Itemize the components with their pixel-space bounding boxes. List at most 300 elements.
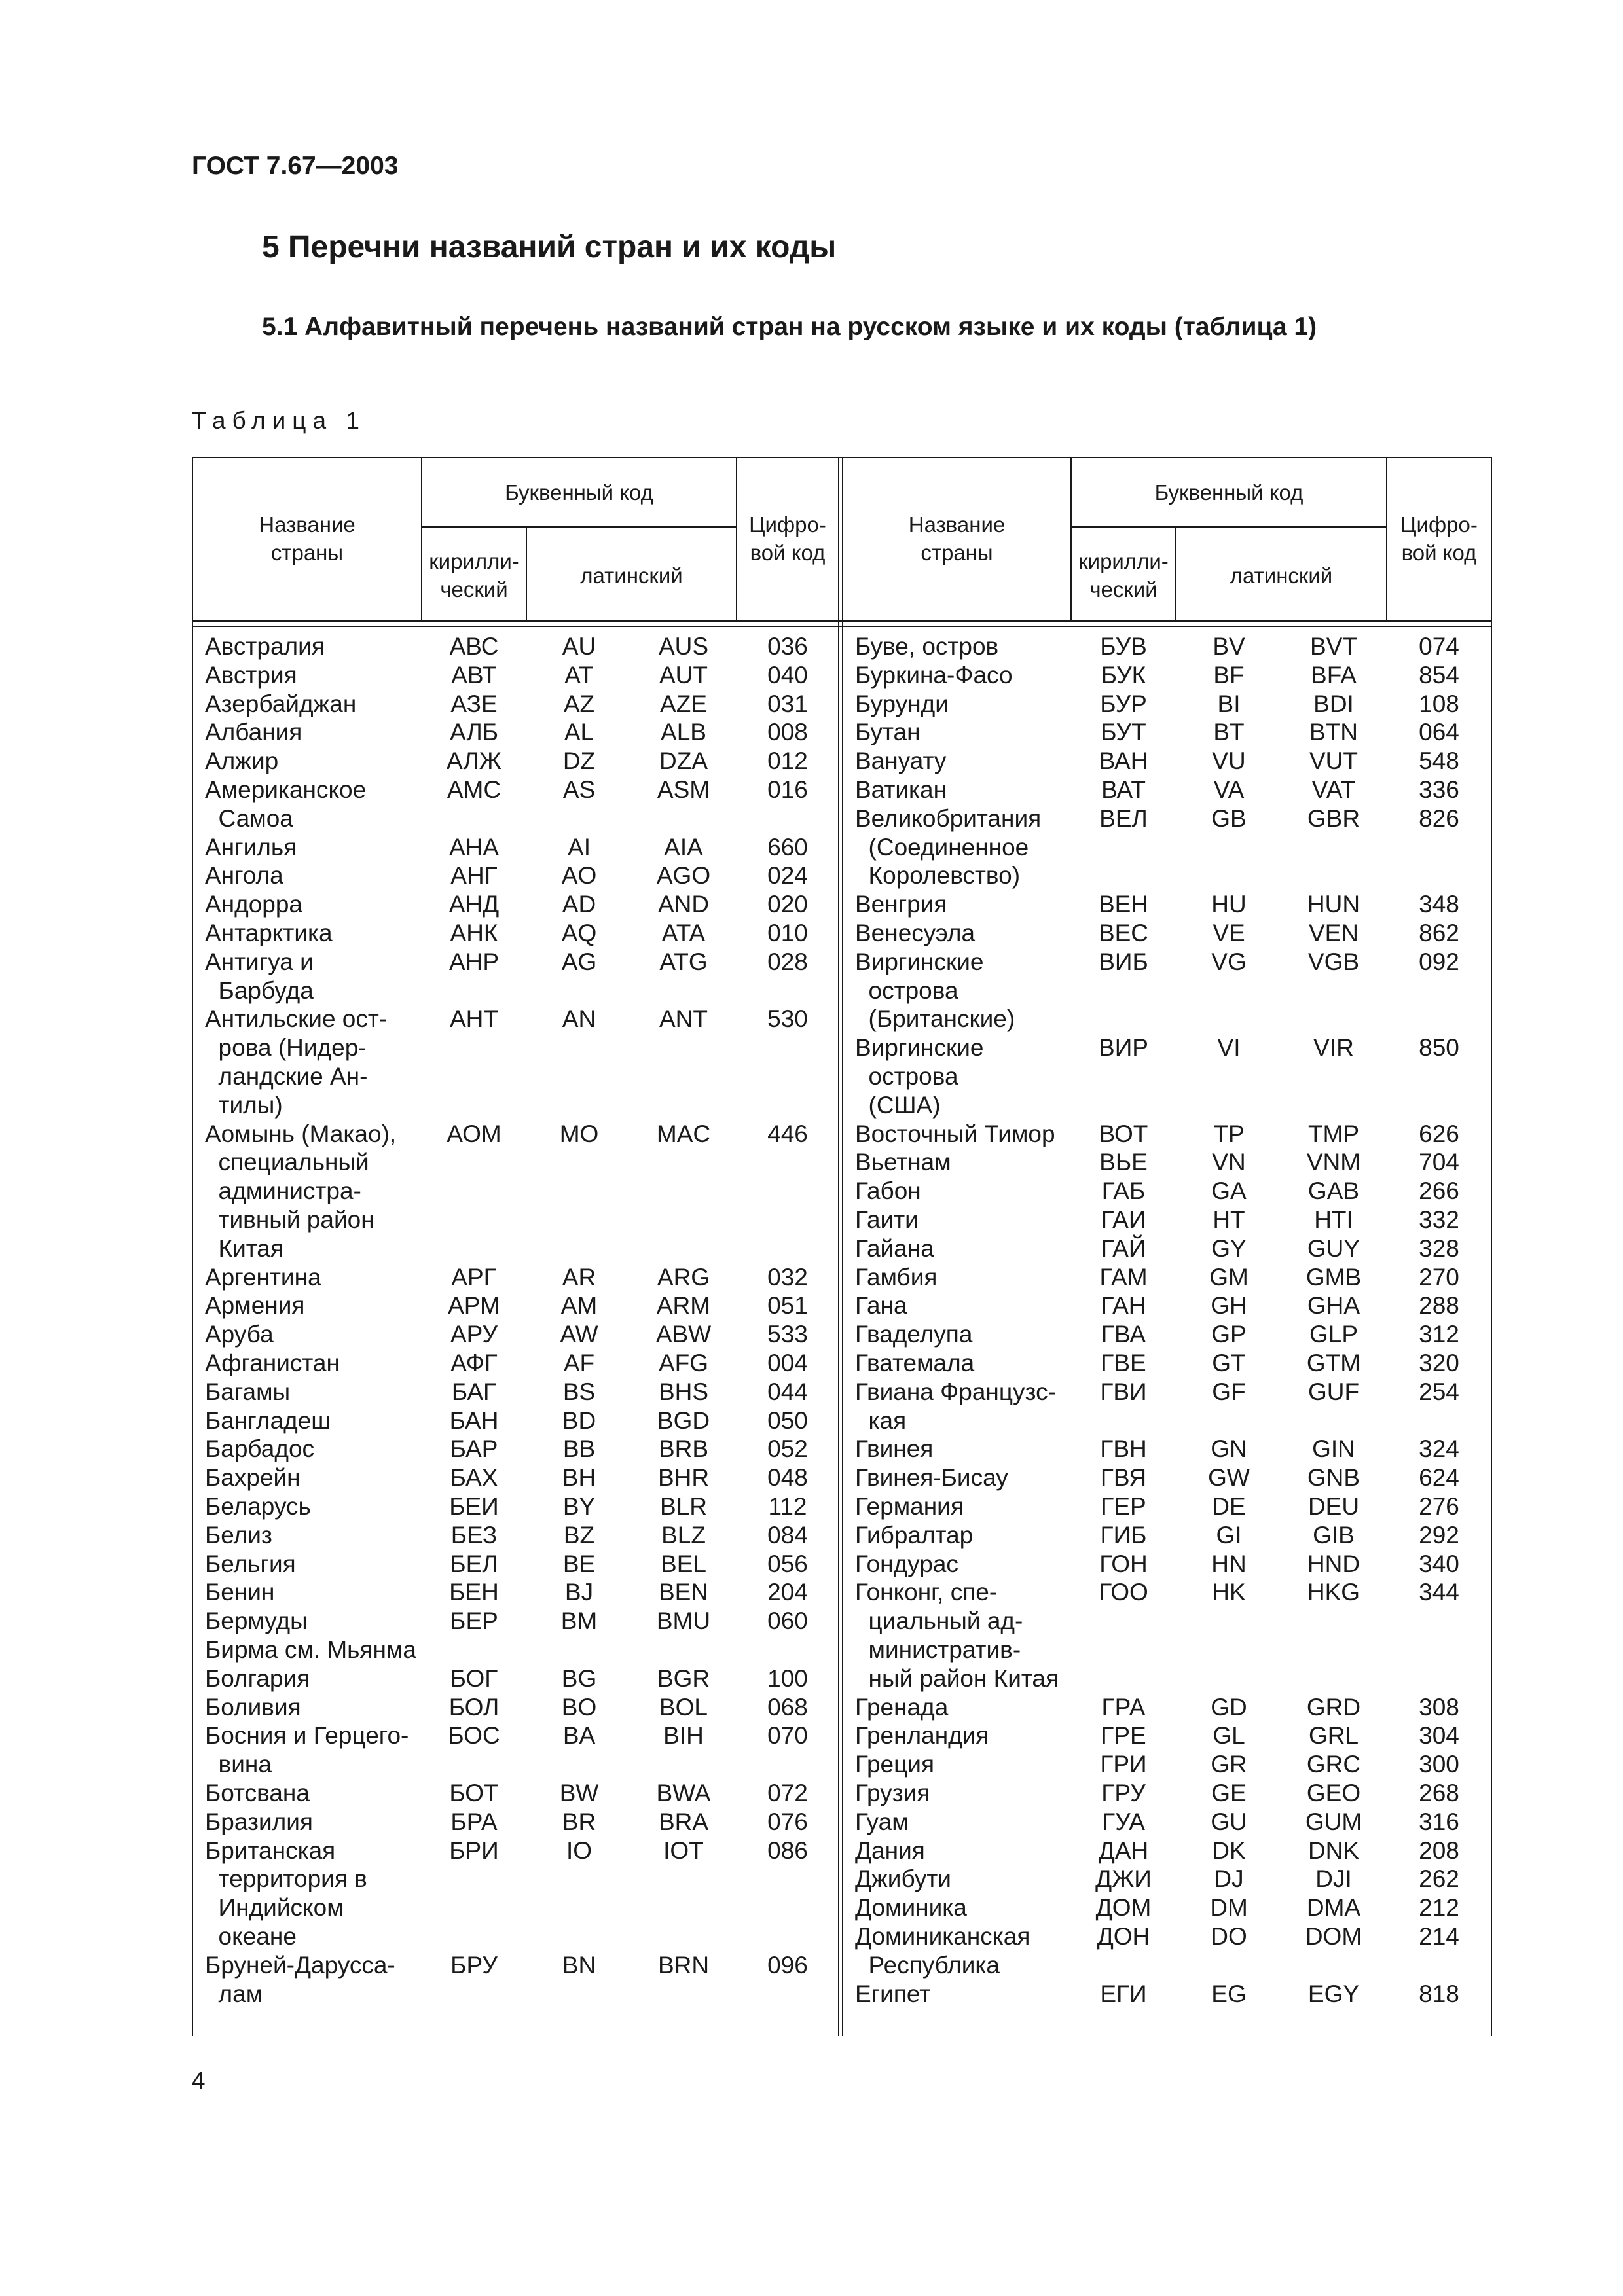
latin-code: BEN	[658, 1579, 709, 1606]
latin-code: AL	[564, 719, 594, 746]
country-name: Гвинея	[855, 1435, 934, 1463]
latin-code: VNM	[1306, 1149, 1361, 1176]
latin-code: GIN	[1312, 1435, 1355, 1463]
latin-code: DZA	[659, 747, 708, 775]
latin-code: BWA	[656, 1780, 711, 1806]
country-name: Аруба	[205, 1321, 274, 1348]
numeric-code: 204	[767, 1579, 808, 1606]
numeric-code: 068	[767, 1693, 808, 1721]
latin-code: BFA	[1311, 661, 1357, 689]
country-name: Афганистан	[205, 1350, 340, 1376]
latin-code: VA	[1213, 776, 1245, 803]
country-name: Ватикан	[855, 776, 947, 803]
latin-code: VUT	[1309, 747, 1358, 775]
country-name: Виргинские острова (Британские)	[855, 948, 1015, 1033]
country-name: Белиз	[205, 1521, 272, 1549]
country-name: Гана	[855, 1292, 907, 1319]
cyrillic-code: ГАН	[1101, 1292, 1146, 1319]
numeric-code: 268	[1419, 1780, 1459, 1806]
latin-code: HN	[1211, 1550, 1247, 1577]
latin-code: BLR	[660, 1493, 707, 1520]
latin-code: DM	[1210, 1894, 1248, 1922]
country-name: Буве, остров	[855, 633, 999, 660]
country-name: Германия	[855, 1493, 964, 1520]
latin-code: BTN	[1309, 719, 1358, 746]
latin-code: GF	[1212, 1378, 1246, 1405]
latin-code: AG	[561, 948, 597, 975]
numeric-code: 051	[767, 1292, 808, 1319]
latin-code: BGR	[657, 1664, 710, 1692]
country-name: Гуам	[855, 1808, 909, 1835]
latin-code: BO	[561, 1693, 597, 1721]
latin-code: GRC	[1306, 1751, 1361, 1778]
country-name: Венгрия	[855, 891, 947, 918]
latin-code: HK	[1212, 1579, 1246, 1606]
latin-code: AIA	[664, 833, 703, 861]
cyrillic-code: АНК	[450, 920, 498, 946]
numeric-code: 288	[1419, 1292, 1459, 1319]
numeric-code: 660	[767, 833, 808, 861]
numeric-code: 008	[767, 719, 808, 746]
latin-code: VIR	[1313, 1034, 1354, 1062]
numeric-code: 276	[1419, 1493, 1459, 1520]
country-name: Ангола	[205, 862, 283, 889]
cyrillic-code: БУК	[1101, 661, 1146, 689]
numeric-code: 254	[1419, 1378, 1459, 1405]
latin-code: BM	[560, 1607, 598, 1635]
numeric-code: 084	[767, 1521, 808, 1549]
cyrillic-code: БРУ	[450, 1951, 498, 1979]
numeric-code: 031	[767, 690, 808, 717]
numeric-code: 308	[1419, 1693, 1459, 1721]
country-codes-table	[192, 457, 1492, 2036]
latin-code: GEO	[1306, 1780, 1361, 1806]
cyrillic-code: ДАН	[1098, 1837, 1149, 1864]
latin-code: BMU	[656, 1607, 711, 1635]
country-name: Гвинея-Бисау	[855, 1464, 1008, 1492]
numeric-code: 064	[1419, 719, 1459, 746]
latin-code: AQ	[561, 920, 597, 946]
country-name: Бурунди	[855, 690, 949, 717]
numeric-code: 324	[1419, 1435, 1459, 1463]
latin-code: GA	[1211, 1177, 1247, 1205]
document-code: ГОСТ 7.67—2003	[192, 152, 399, 180]
numeric-code: 108	[1419, 690, 1459, 717]
country-name: Бельгия	[205, 1550, 296, 1577]
latin-code: HKG	[1307, 1579, 1360, 1606]
numeric-code: 548	[1419, 747, 1459, 775]
country-name: Буркина-Фасо	[855, 661, 1013, 689]
latin-code: TMP	[1307, 1120, 1360, 1147]
latin-code: GIB	[1313, 1521, 1355, 1549]
header-name-left: Название страны	[259, 512, 356, 565]
latin-code: GAB	[1307, 1177, 1360, 1205]
numeric-code: 028	[767, 948, 808, 975]
latin-code: DMA	[1306, 1894, 1361, 1922]
numeric-code: 060	[767, 1607, 808, 1635]
latin-code: VI	[1217, 1034, 1241, 1062]
numeric-code: 300	[1419, 1751, 1459, 1778]
cyrillic-code: БОЛ	[448, 1693, 500, 1721]
latin-code: GRL	[1308, 1722, 1359, 1749]
numeric-code: 076	[767, 1808, 808, 1835]
latin-code: VEN	[1308, 920, 1359, 946]
country-name: Андорра	[205, 891, 303, 918]
latin-code: BDI	[1313, 690, 1354, 717]
header-cyrillic-right: кирилли- ческий	[1078, 549, 1169, 601]
country-name: Американское Самоа	[205, 776, 367, 832]
country-name: Аргентина	[205, 1263, 321, 1291]
latin-code: BY	[562, 1493, 596, 1520]
latin-code: VE	[1213, 920, 1245, 946]
numeric-code: 056	[767, 1550, 808, 1577]
latin-code: GUF	[1307, 1378, 1360, 1405]
latin-code: BZ	[563, 1521, 595, 1549]
cyrillic-code: ГЕР	[1101, 1493, 1146, 1520]
latin-code: ABW	[655, 1321, 712, 1348]
cyrillic-code: АРУ	[450, 1321, 498, 1348]
latin-code: AFG	[658, 1350, 709, 1376]
cyrillic-code: АНР	[448, 948, 500, 975]
latin-code: DEU	[1307, 1493, 1360, 1520]
numeric-code: 044	[767, 1378, 808, 1405]
country-name: Вьетнам	[855, 1149, 951, 1176]
numeric-code: 052	[767, 1435, 808, 1463]
latin-code: GW	[1208, 1464, 1250, 1492]
country-name: Барбадос	[205, 1435, 315, 1463]
country-name: Грузия	[855, 1780, 930, 1806]
cyrillic-code: ВЬЕ	[1099, 1149, 1148, 1176]
cyrillic-code: ГАИ	[1101, 1206, 1146, 1233]
latin-code: IO	[566, 1837, 593, 1864]
cyrillic-code: БЕН	[449, 1579, 499, 1606]
latin-code: DZ	[562, 747, 596, 775]
latin-code: GD	[1211, 1693, 1247, 1721]
latin-code: TP	[1213, 1120, 1245, 1147]
latin-code: BT	[1213, 719, 1245, 746]
cyrillic-code: ГРЕ	[1101, 1722, 1146, 1749]
numeric-code: 086	[767, 1837, 808, 1864]
cyrillic-code: АМС	[447, 776, 501, 803]
country-name: Аомынь (Макао), специальный администра- тивный район Китая	[205, 1120, 397, 1262]
latin-code: AT	[564, 661, 594, 689]
latin-code: DJ	[1214, 1865, 1244, 1893]
latin-code: AO	[561, 862, 597, 889]
country-name: Албания	[205, 719, 302, 746]
cyrillic-code: ВЕС	[1098, 920, 1149, 946]
latin-code: AM	[560, 1292, 598, 1319]
latin-code: AR	[562, 1263, 596, 1291]
latin-code: BVT	[1310, 633, 1357, 660]
numeric-code: 212	[1419, 1894, 1459, 1922]
header-latin-left: латинский	[580, 564, 683, 588]
numeric-code: 092	[1419, 948, 1459, 975]
numeric-code: 292	[1419, 1521, 1459, 1549]
latin-code: BW	[559, 1780, 599, 1806]
cyrillic-code: БАН	[449, 1407, 499, 1434]
latin-code: AND	[657, 891, 710, 918]
latin-code: BS	[562, 1378, 596, 1405]
country-name: Босния и Герцего- вина	[205, 1722, 409, 1778]
country-name: Гренада	[855, 1693, 949, 1721]
cyrillic-code: АОМ	[447, 1120, 501, 1147]
latin-code: BE	[562, 1550, 596, 1577]
cyrillic-code: БЕР	[450, 1607, 498, 1635]
country-name: Бутан	[855, 719, 921, 746]
cyrillic-code: АЛБ	[449, 719, 499, 746]
numeric-code: 304	[1419, 1722, 1459, 1749]
cyrillic-code: ГАЙ	[1101, 1234, 1146, 1262]
country-name: Виргинские острова (США)	[855, 1034, 984, 1119]
latin-code: AS	[562, 776, 596, 803]
latin-code: EGY	[1307, 1980, 1360, 2007]
header-digital-code-left: Цифро- вой код	[749, 512, 826, 565]
country-name: Доминиканская Республика	[855, 1923, 1030, 1979]
cyrillic-code: ГРУ	[1101, 1780, 1146, 1806]
cyrillic-code: ВИБ	[1099, 948, 1148, 975]
cyrillic-code: БУТ	[1101, 719, 1146, 746]
cyrillic-code: ВОТ	[1099, 1120, 1148, 1147]
numeric-code: 854	[1419, 661, 1459, 689]
latin-code: BB	[562, 1435, 596, 1463]
cyrillic-code: АВС	[449, 633, 499, 660]
country-name: Гренландия	[855, 1722, 989, 1749]
cyrillic-code: БОГ	[450, 1664, 498, 1692]
latin-code: BD	[562, 1407, 596, 1434]
cyrillic-code: БОТ	[449, 1780, 499, 1806]
country-name: Гаити	[855, 1206, 919, 1233]
country-name: Габон	[855, 1177, 921, 1205]
cyrillic-code: ГУА	[1102, 1808, 1145, 1835]
cyrillic-code: ВАТ	[1101, 776, 1146, 803]
latin-code: GRD	[1306, 1693, 1361, 1721]
latin-code: AZE	[660, 690, 707, 717]
country-name: Гватемала	[855, 1350, 975, 1376]
cyrillic-code: БУВ	[1100, 633, 1147, 660]
latin-code: GUM	[1305, 1808, 1362, 1835]
latin-code: GM	[1209, 1263, 1249, 1291]
latin-code: BN	[562, 1951, 596, 1979]
cyrillic-code: ГВН	[1100, 1435, 1147, 1463]
latin-code: AGO	[656, 862, 711, 889]
latin-code: HTI	[1314, 1206, 1353, 1233]
header-name-right: Название страны	[908, 512, 1006, 565]
cyrillic-code: ДОМ	[1095, 1894, 1152, 1922]
latin-code: BHS	[658, 1378, 709, 1405]
cyrillic-code: ГАБ	[1101, 1177, 1146, 1205]
country-name: Алжир	[205, 747, 279, 775]
latin-code: GY	[1211, 1234, 1247, 1262]
latin-code: HT	[1213, 1206, 1245, 1233]
latin-code: GU	[1211, 1808, 1247, 1835]
latin-code: DK	[1212, 1837, 1246, 1864]
latin-code: DE	[1212, 1493, 1246, 1520]
cyrillic-code: АНА	[448, 833, 500, 861]
country-name: Боливия	[205, 1693, 301, 1721]
latin-code: GN	[1211, 1435, 1247, 1463]
latin-code: GE	[1211, 1780, 1247, 1806]
cyrillic-code: ГВЕ	[1101, 1350, 1146, 1376]
country-name: Австралия	[205, 633, 325, 660]
cyrillic-code: БАР	[450, 1435, 498, 1463]
cyrillic-code: АРГ	[451, 1263, 497, 1291]
country-name: Бирма см. Мьянма	[205, 1636, 416, 1663]
latin-code: BHR	[657, 1464, 710, 1492]
cyrillic-code: БАХ	[450, 1464, 498, 1492]
latin-code: VG	[1211, 948, 1247, 975]
latin-code: GT	[1212, 1350, 1246, 1376]
latin-code: GP	[1211, 1321, 1247, 1348]
country-name: Гваделупа	[855, 1321, 973, 1348]
latin-code: DNK	[1307, 1837, 1360, 1864]
country-name: Бахрейн	[205, 1464, 301, 1492]
latin-code: VGB	[1307, 948, 1360, 975]
latin-code: BH	[562, 1464, 596, 1492]
numeric-code: 336	[1419, 776, 1459, 803]
country-name: Ботсвана	[205, 1780, 310, 1806]
latin-code: AW	[560, 1321, 598, 1348]
latin-code: AUS	[658, 633, 709, 660]
header-letter-code-left: Буквенный код	[505, 480, 653, 505]
subsection-title: 5.1 Алфавитный перечень названий стран на русском языке и их коды (таблица 1)	[262, 313, 1317, 341]
cyrillic-code: БЕЗ	[450, 1521, 498, 1549]
latin-code: VAT	[1311, 776, 1356, 803]
latin-code: HU	[1211, 891, 1247, 918]
numeric-code: 826	[1419, 804, 1459, 832]
numeric-code: 032	[767, 1263, 808, 1291]
cyrillic-code: АНТ	[450, 1005, 498, 1033]
latin-code: AD	[562, 891, 596, 918]
numeric-code: 344	[1419, 1579, 1459, 1606]
country-name: Армения	[205, 1292, 305, 1319]
cyrillic-code: БРА	[450, 1808, 498, 1835]
numeric-code: 270	[1419, 1263, 1459, 1291]
latin-code: GUY	[1307, 1234, 1360, 1262]
country-name: Гвиана Французс- кая	[855, 1378, 1056, 1434]
numeric-code: 208	[1419, 1837, 1459, 1864]
latin-code: GL	[1213, 1722, 1245, 1749]
latin-code: BRN	[657, 1951, 710, 1979]
cyrillic-code: БОС	[448, 1722, 500, 1749]
numeric-code: 024	[767, 862, 808, 889]
latin-code: AZ	[563, 690, 595, 717]
cyrillic-code: АНД	[448, 891, 500, 918]
latin-code: BI	[1217, 690, 1241, 717]
country-name: Азербайджан	[205, 690, 357, 717]
numeric-code: 316	[1419, 1808, 1459, 1835]
latin-code: GBR	[1307, 804, 1360, 832]
numeric-code: 704	[1419, 1149, 1459, 1176]
page-number: 4	[192, 2067, 206, 2094]
numeric-code: 818	[1419, 1980, 1459, 2007]
latin-code: BLZ	[661, 1521, 706, 1549]
latin-code: BJ	[564, 1579, 594, 1606]
country-name: Гонконг, спе- циальный ад- министратив- ный район Китая	[855, 1579, 1059, 1692]
country-name: Багамы	[205, 1378, 291, 1405]
latin-code: IOT	[663, 1837, 704, 1864]
latin-code: AI	[568, 833, 591, 861]
latin-code: HND	[1307, 1550, 1360, 1577]
cyrillic-code: ВЕН	[1098, 891, 1149, 918]
country-name: Бангладеш	[205, 1407, 331, 1434]
latin-code: DOM	[1305, 1923, 1362, 1950]
latin-code: GTM	[1306, 1350, 1361, 1376]
cyrillic-code: АЛЖ	[447, 747, 501, 775]
country-name: Гайана	[855, 1234, 934, 1262]
latin-code: BIH	[663, 1722, 704, 1749]
cyrillic-code: ГИБ	[1100, 1521, 1147, 1549]
cyrillic-code: ГВЯ	[1100, 1464, 1147, 1492]
country-name: Гамбия	[855, 1263, 938, 1291]
latin-code: BRA	[658, 1808, 709, 1835]
numeric-code: 446	[767, 1120, 808, 1147]
country-name: Вануату	[855, 747, 947, 775]
country-name: Великобритания (Соединенное Королевство)	[855, 804, 1042, 889]
latin-code: ALB	[661, 719, 706, 746]
cyrillic-code: БУР	[1100, 690, 1147, 717]
country-name: Ангилья	[205, 833, 297, 861]
country-name: Гибралтар	[855, 1521, 974, 1549]
country-name: Антигуа и Барбуда	[205, 948, 314, 1004]
latin-code: AF	[563, 1350, 595, 1376]
latin-code: GNB	[1307, 1464, 1360, 1492]
latin-code: VU	[1212, 747, 1246, 775]
cyrillic-code: ГВА	[1101, 1321, 1146, 1348]
numeric-code: 266	[1419, 1177, 1459, 1205]
numeric-code: 328	[1419, 1234, 1459, 1262]
latin-code: EG	[1211, 1980, 1247, 2007]
country-name: Греция	[855, 1751, 935, 1778]
cyrillic-code: АНГ	[450, 862, 498, 889]
country-name: Австрия	[205, 661, 297, 689]
latin-code: AU	[562, 633, 596, 660]
latin-code: BOL	[659, 1693, 708, 1721]
cyrillic-code: ВИР	[1099, 1034, 1148, 1062]
latin-code: ARM	[656, 1292, 711, 1319]
numeric-code: 348	[1419, 891, 1459, 918]
latin-code: MO	[559, 1120, 599, 1147]
country-name: Бермуды	[205, 1607, 308, 1635]
latin-code: BR	[562, 1808, 596, 1835]
section-title: 5 Перечни названий стран и их коды	[262, 230, 837, 264]
country-name: Восточный Тимор	[855, 1120, 1055, 1147]
latin-code: BV	[1213, 633, 1245, 660]
numeric-code: 096	[767, 1951, 808, 1979]
numeric-code: 050	[767, 1407, 808, 1434]
latin-code: ATA	[661, 920, 706, 946]
country-name: Доминика	[855, 1894, 967, 1922]
cyrillic-code: БАГ	[451, 1378, 497, 1405]
numeric-code: 214	[1419, 1923, 1459, 1950]
country-name: Беларусь	[205, 1493, 311, 1520]
numeric-code: 074	[1419, 633, 1459, 660]
latin-code: GMB	[1305, 1263, 1362, 1291]
numeric-code: 262	[1419, 1865, 1459, 1893]
latin-code: GLP	[1309, 1321, 1359, 1348]
numeric-code: 332	[1419, 1206, 1459, 1233]
numeric-code: 320	[1419, 1350, 1459, 1376]
latin-code: GHA	[1307, 1292, 1360, 1319]
numeric-code: 340	[1419, 1550, 1459, 1577]
country-name: Джибути	[855, 1865, 951, 1893]
numeric-code: 112	[768, 1493, 807, 1520]
latin-code: GB	[1211, 804, 1247, 832]
country-name: Британская территория в Индийском океане	[205, 1837, 367, 1950]
latin-code: BGD	[657, 1407, 710, 1434]
country-name: Антильские ост- рова (Нидер- ландские Ан- тилы)	[205, 1005, 388, 1119]
numeric-code: 048	[767, 1464, 808, 1492]
latin-code: BRB	[658, 1435, 709, 1463]
